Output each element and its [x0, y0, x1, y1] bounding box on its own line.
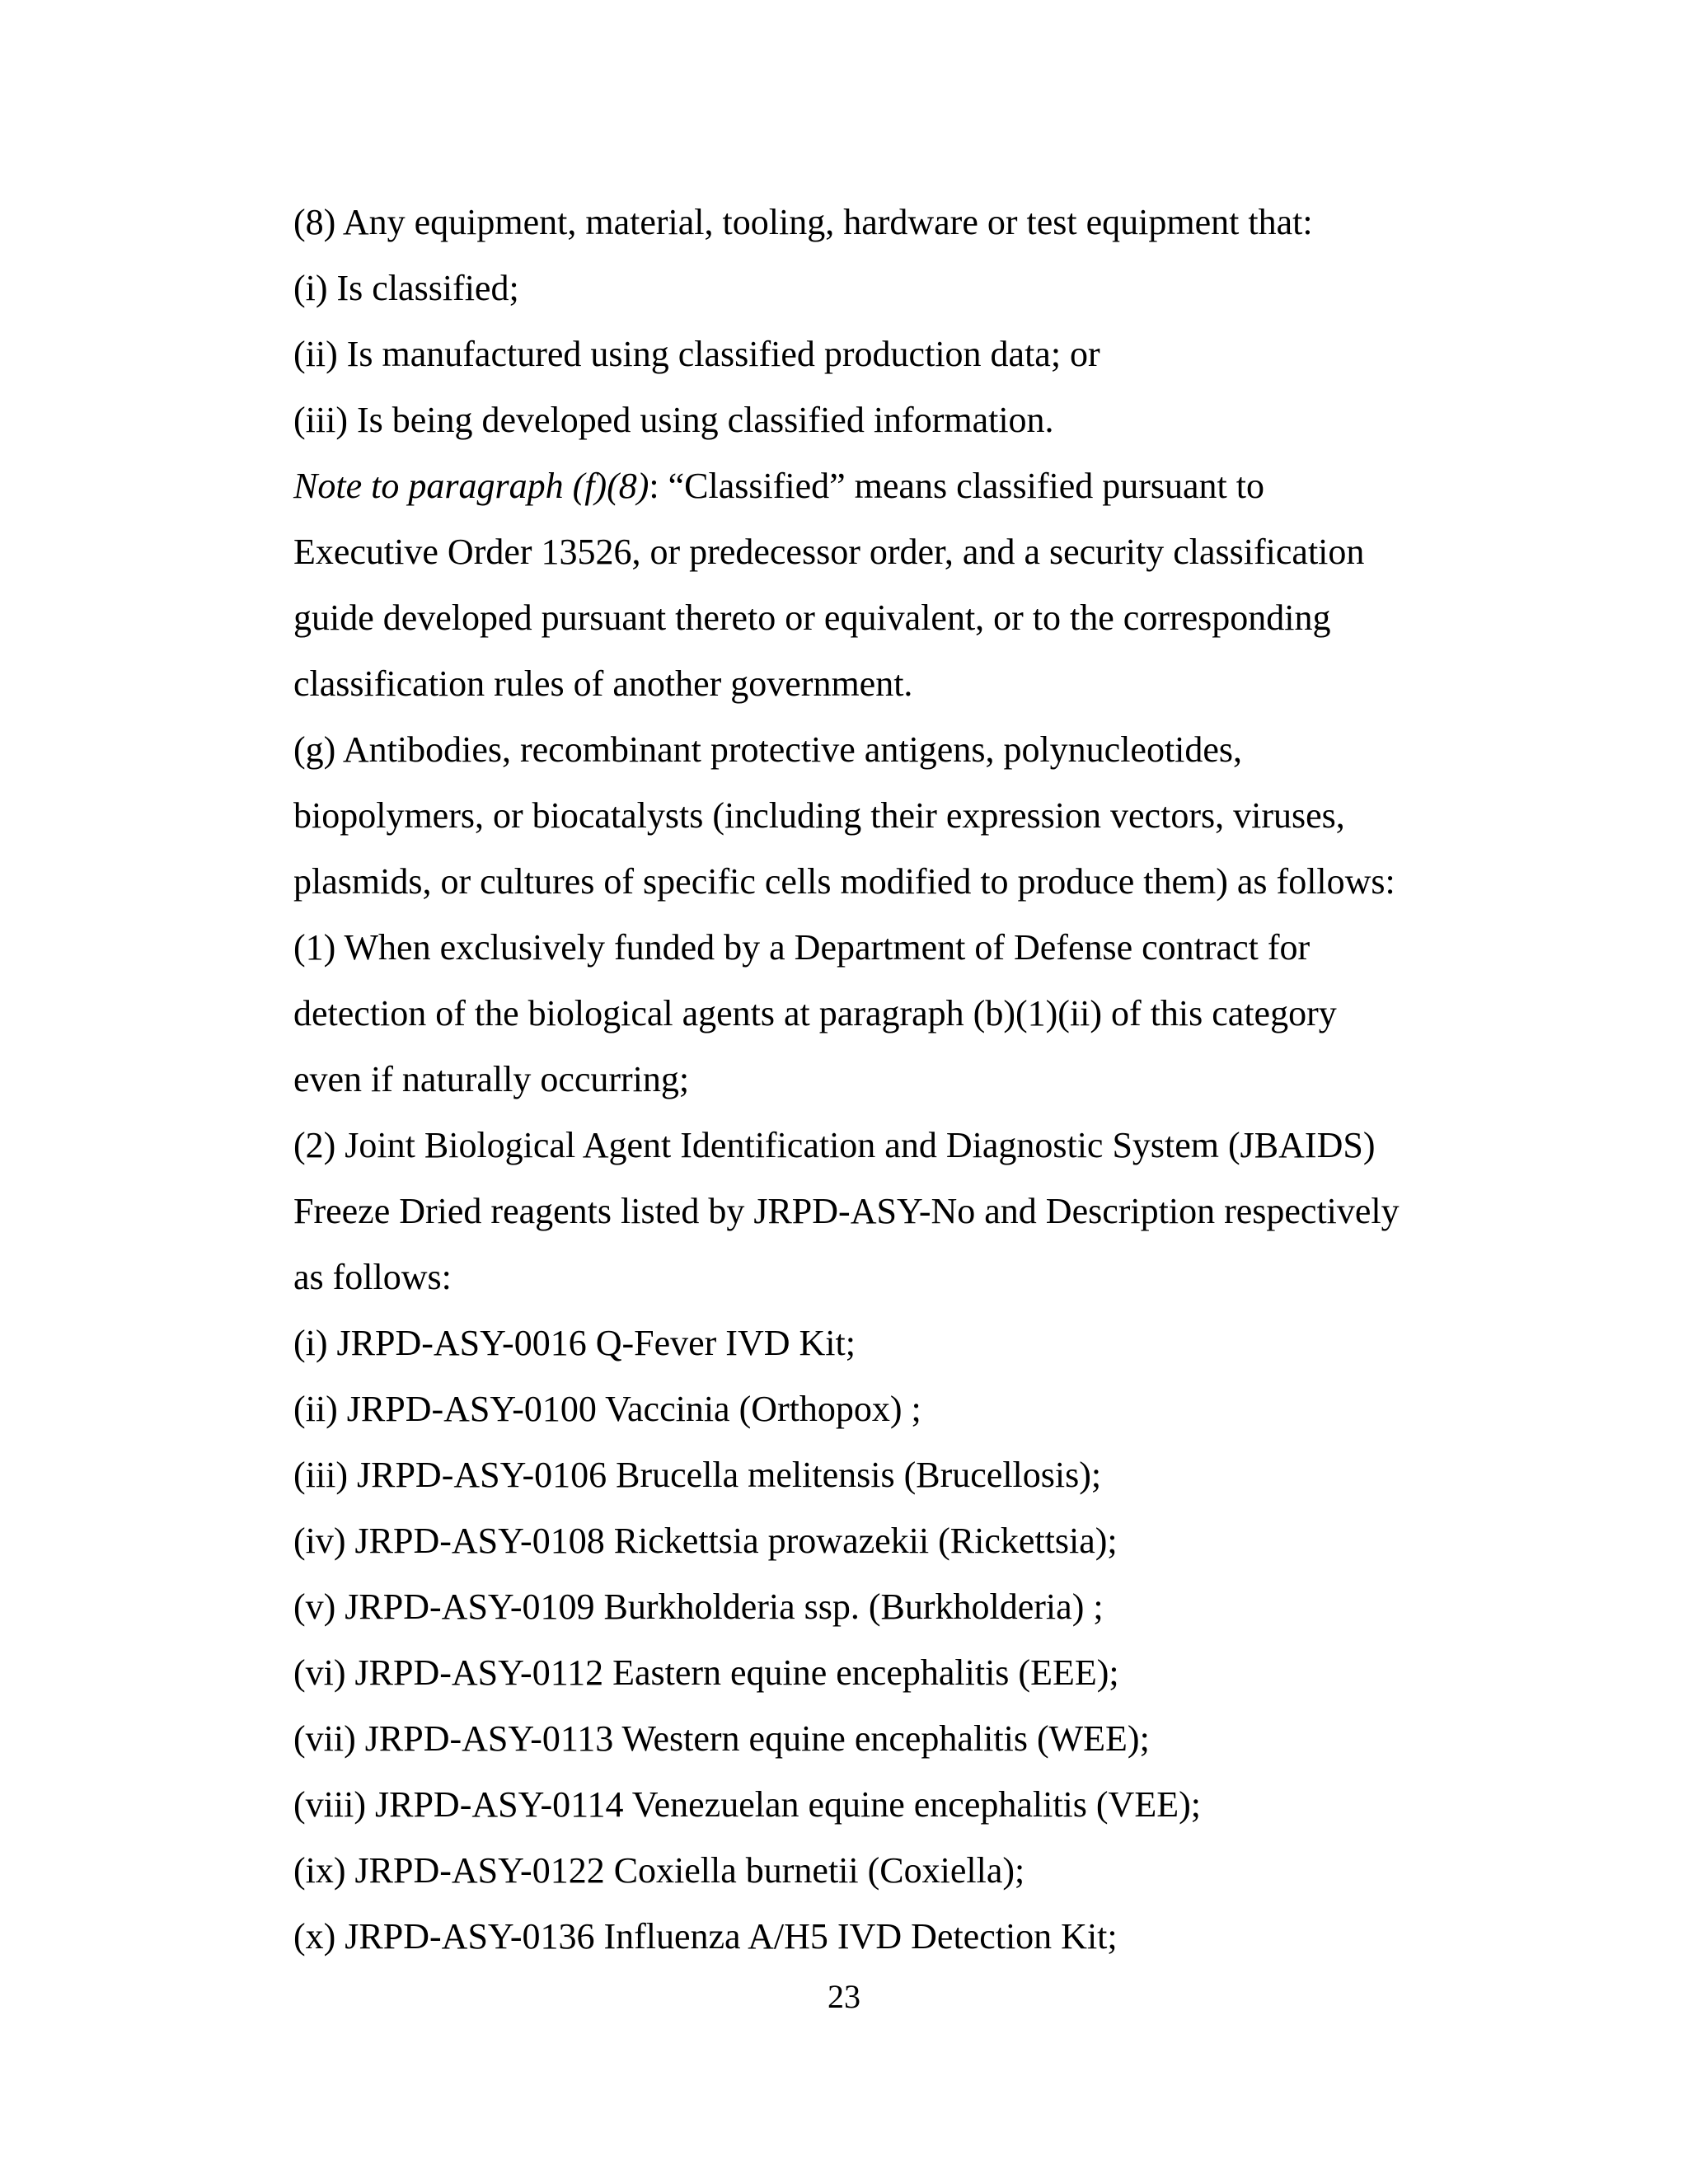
text-line: Freeze Dried reagents listed by JRPD-ASY-No and Description respectively	[293, 1191, 1400, 1231]
text-line: (ii) Is manufactured using classified production data; or	[293, 334, 1100, 374]
list-item: (v) JRPD-ASY-0109 Burkholderia ssp. (Burkholderia) ;	[293, 1586, 1104, 1627]
text-line: (iii) Is being developed using classified information.	[293, 400, 1054, 440]
note-label: Note to paragraph (f)(8)	[293, 466, 649, 506]
text-line: biopolymers, or biocatalysts (including their expression vectors, viruses,	[293, 795, 1345, 836]
list-item: (viii) JRPD-ASY-0114 Venezuelan equine encephalitis (VEE);	[293, 1784, 1201, 1825]
list-item: (vi) JRPD-ASY-0112 Eastern equine encephalitis (EEE);	[293, 1652, 1119, 1693]
page-number: 23	[828, 1978, 860, 2015]
body-text	[293, 190, 1497, 1970]
text-line: (2) Joint Biological Agent Identification and Diagnostic System (JBAIDS)	[293, 1125, 1376, 1165]
note-line	[293, 453, 1497, 519]
text-line: (g) Antibodies, recombinant protective antigens, polynucleotides,	[293, 729, 1243, 770]
text-line: (i) Is classified;	[293, 268, 519, 308]
text-line: guide developed pursuant thereto or equivalent, or to the corresponding	[293, 598, 1331, 638]
text-line: classification rules of another government.	[293, 663, 913, 704]
text-line: (8) Any equipment, material, tooling, hardware or test equipment that:	[293, 202, 1313, 242]
list-item: (iv) JRPD-ASY-0108 Rickettsia prowazekii (Rickettsia);	[293, 1521, 1118, 1561]
list-item: (iii) JRPD-ASY-0106 Brucella melitensis (Brucellosis);	[293, 1455, 1102, 1495]
list-item: (ix) JRPD-ASY-0122 Coxiella burnetii (Coxiella);	[293, 1850, 1025, 1891]
text-line: as follows:	[293, 1257, 452, 1297]
text-line: plasmids, or cultures of specific cells modified to produce them) as follows:	[293, 861, 1395, 902]
list-item: (ii) JRPD-ASY-0100 Vaccinia (Orthopox) ;	[293, 1389, 921, 1429]
list-item: (vii) JRPD-ASY-0113 Western equine encephalitis (WEE);	[293, 1718, 1150, 1759]
text-line: (1) When exclusively funded by a Department of Defense contract for	[293, 927, 1311, 968]
list-item: (x) JRPD-ASY-0136 Influenza A/H5 IVD Detection Kit;	[293, 1916, 1118, 1957]
text-line: detection of the biological agents at paragraph (b)(1)(ii) of this category	[293, 993, 1337, 1033]
list-item: (i) JRPD-ASY-0016 Q-Fever IVD Kit;	[293, 1323, 856, 1363]
text-line: even if naturally occurring;	[293, 1059, 690, 1099]
note-text: : “Classified” means classified pursuant to	[649, 466, 1264, 506]
text-line: Executive Order 13526, or predecessor order, and a security classification	[293, 532, 1365, 572]
